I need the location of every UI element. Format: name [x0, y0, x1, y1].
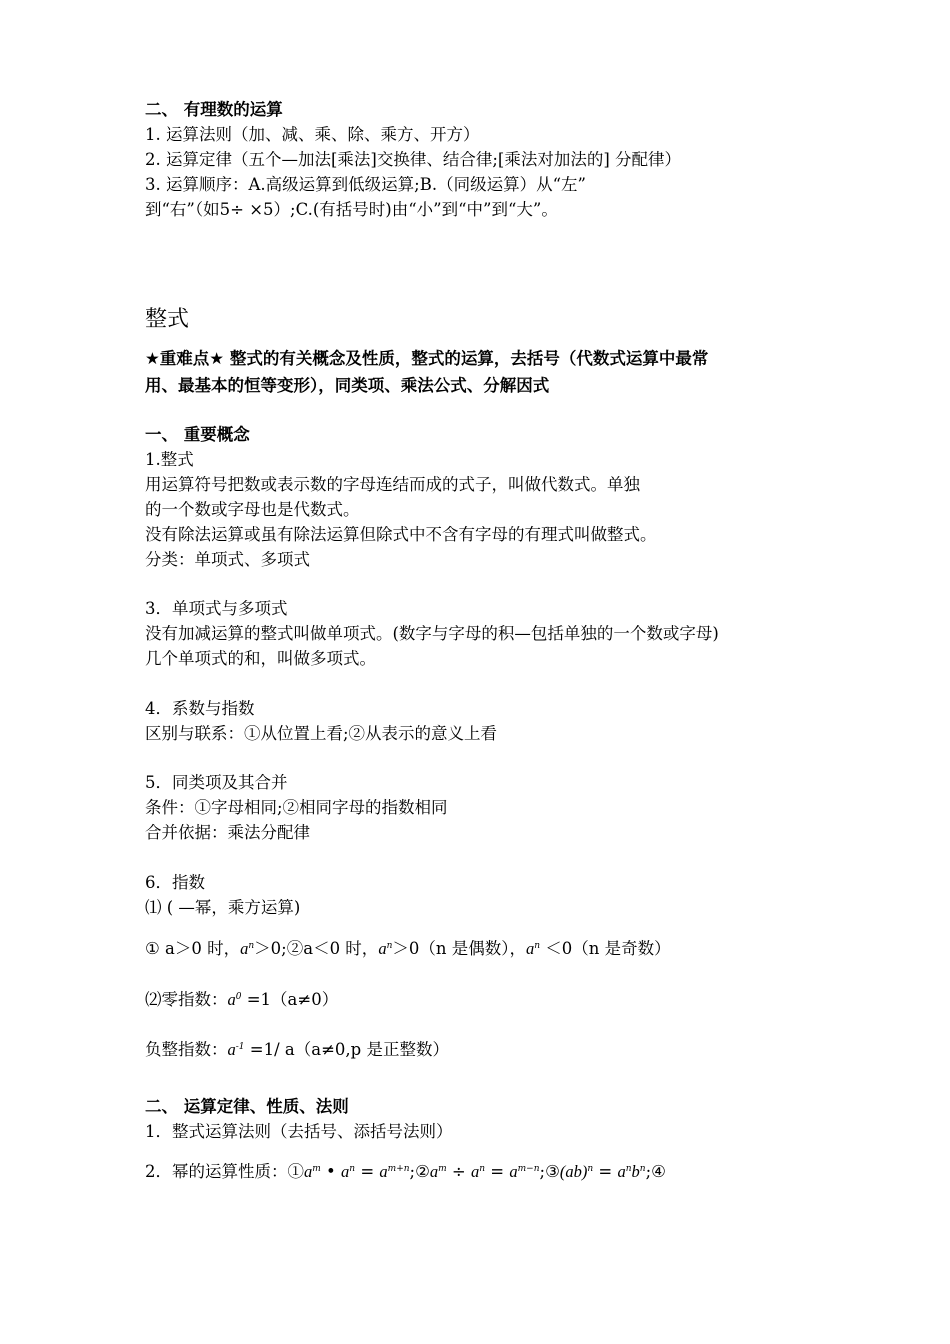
neg-exp-text: =1/ a（a≠0,p 是正整数） [244, 1040, 449, 1059]
math-exp-n: n [479, 1164, 486, 1174]
math-exp-n: n [248, 941, 255, 951]
law-2-sep-b: ;② [409, 1162, 430, 1181]
rational-line-3: 3. 运算顺序：A.高级运算到低级运算;B.（同级运算）从“左” [145, 175, 586, 194]
zero-exponent-rule [145, 986, 338, 1011]
math-base-a: a [304, 1162, 313, 1181]
concept-3-line-2: 几个单项式的和，叫做多项式。 [145, 649, 376, 668]
rational-line-2: 2. 运算定律（五个—加法[乘法]交换律、结合律;[乘法对加法的] 分配律） [145, 150, 682, 169]
math-exp-neg: -1 [235, 1042, 245, 1052]
math-ab-paren: (ab) [559, 1162, 588, 1181]
math-base-a: a [509, 1162, 518, 1181]
math-exp-m-minus-n: m−n [517, 1164, 540, 1174]
math-base-a: a [429, 1162, 439, 1181]
math-exp-n: n [639, 1164, 646, 1174]
math-exp-n: n [534, 941, 541, 951]
concept-6-title: 6．指数 [145, 873, 205, 892]
law-2-sep-c: ;③ [539, 1162, 560, 1181]
neg-exp-label: 负整指数： [145, 1040, 228, 1059]
math-exp-n: n [386, 941, 393, 951]
concept-1-line-3: 没有除法运算或虽有除法运算但除式中不含有字母的有理式叫做整式。 [145, 525, 657, 544]
math-base-a: a [341, 1162, 350, 1181]
concept-6-line-1: ⑴ ( —幂，乘方运算) [145, 898, 301, 917]
law-2-power-properties [145, 1158, 666, 1183]
math-base-a: a [378, 939, 387, 958]
law-2-label: 2．幂的运算性质：① [145, 1162, 304, 1181]
math-exp-n: n [625, 1164, 632, 1174]
math-base-a: a [617, 1162, 626, 1181]
heading-rational-operations: 二、 有理数的运算 [145, 100, 283, 119]
law-2-sep-d: ;④ [645, 1162, 666, 1181]
power-sign-text-d: ＜0（n 是奇数） [540, 939, 671, 958]
math-base-b: b [631, 1162, 640, 1181]
power-sign-rule [145, 935, 671, 960]
rational-line-4: 到“右”（如5÷ ×5）;C.(有括号时)由“小”到“中”到“大”。 [145, 200, 558, 219]
key-points-line-2: 用、最基本的恒等变形），同类项、乘法公式、分解因式 [145, 376, 550, 395]
equals-sign: = [485, 1162, 510, 1181]
power-sign-text-b: ＞0;②a＜0 时， [254, 939, 379, 958]
concept-5-title: 5．同类项及其合并 [145, 773, 288, 792]
dot-operator: • [320, 1162, 342, 1181]
law-1: 1．整式运算法则（去括号、添括号法则） [145, 1122, 453, 1141]
negative-exponent-rule [145, 1036, 449, 1061]
section-title-polynomial: 整式 [145, 307, 190, 332]
key-points-line-1: ★重难点★ 整式的有关概念及性质，整式的运算，去括号（代数式运算中最常 [145, 349, 709, 368]
concept-1-title: 1.整式 [145, 450, 194, 469]
zero-exp-text: =1（a≠0） [241, 990, 339, 1009]
math-base-a: a [525, 939, 535, 958]
math-base-a: a [227, 1040, 236, 1059]
math-base-a: a [240, 939, 249, 958]
power-sign-text-a: ① a＞0 时， [145, 939, 241, 958]
math-exp-m: m [438, 1164, 447, 1174]
concept-4-title: 4．系数与指数 [145, 699, 255, 718]
equals-sign: = [593, 1162, 618, 1181]
math-exp-n: n [349, 1164, 356, 1174]
equals-sign: = [355, 1162, 380, 1181]
math-exp-m: m [312, 1164, 321, 1174]
concept-1-line-1: 用运算符号把数或表示数的字母连结而成的式子，叫做代数式。单独 [145, 475, 640, 494]
concept-4-line-1: 区别与联系：①从位置上看;②从表示的意义上看 [145, 724, 498, 743]
rational-line-1: 1. 运算法则（加、减、乘、除、乘方、开方） [145, 125, 480, 144]
math-base-a: a [471, 1162, 480, 1181]
heading-important-concepts: 一、 重要概念 [145, 425, 250, 444]
concept-5-line-1: 条件：①字母相同;②相同字母的指数相同 [145, 798, 448, 817]
math-base-a: a [379, 1162, 388, 1181]
math-exp-n: n [587, 1164, 594, 1174]
power-sign-text-c: ＞0（n 是偶数）， [392, 939, 526, 958]
math-exp-0: 0 [235, 992, 242, 1002]
math-exp-m-plus-n: m+n [387, 1164, 410, 1174]
concept-3-title: 3．单项式与多项式 [145, 599, 288, 618]
math-base-a: a [227, 990, 236, 1009]
concept-5-line-2: 合并依据：乘法分配律 [145, 823, 310, 842]
concept-1-line-4: 分类：单项式、多项式 [145, 550, 310, 569]
concept-3-line-1: 没有加减运算的整式叫做单项式。(数字与字母的积—包括单独的一个数或字母) [145, 624, 719, 643]
heading-operation-laws: 二、 运算定律、性质、法则 [145, 1097, 349, 1116]
concept-1-line-2: 的一个数或字母也是代数式。 [145, 500, 360, 519]
divide-operator: ÷ [446, 1162, 472, 1181]
zero-exp-label: ⑵零指数： [145, 990, 228, 1009]
